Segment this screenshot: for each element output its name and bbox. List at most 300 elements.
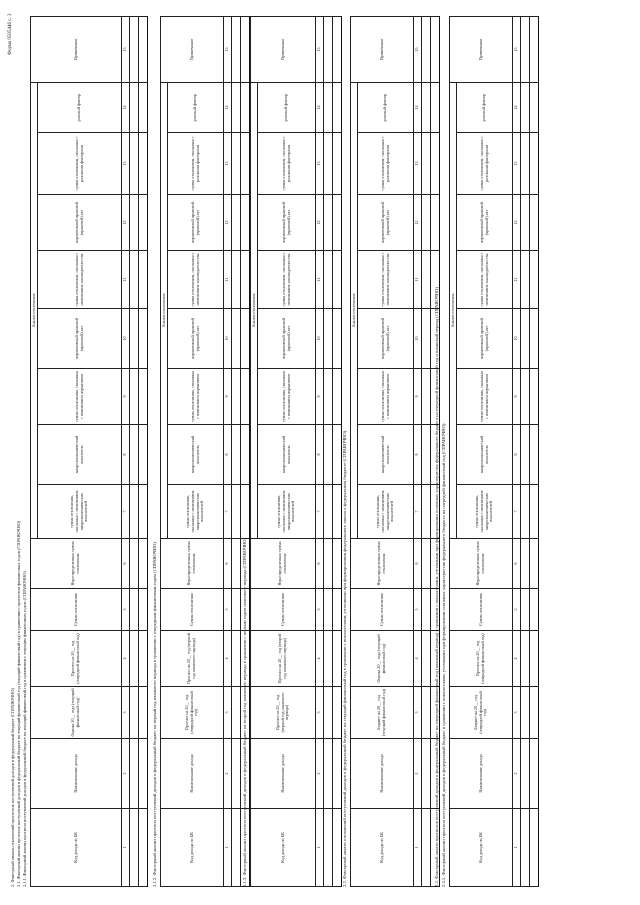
column-header: Сумма отклонения xyxy=(450,589,513,631)
table-cell[interactable] xyxy=(521,133,530,195)
column-header: Прогноз на 20__ год (очередной финансовый год) xyxy=(161,687,224,739)
table-cell[interactable] xyxy=(139,485,148,539)
column-number: 4 xyxy=(414,631,422,687)
table-cell[interactable] xyxy=(521,687,530,739)
column-number: 7 xyxy=(513,485,521,539)
table-cell[interactable] xyxy=(324,133,333,195)
table-cell[interactable] xyxy=(530,687,539,739)
table-cell[interactable] xyxy=(130,631,139,687)
table-cell[interactable] xyxy=(241,251,250,309)
table-cell[interactable] xyxy=(521,425,530,485)
table-cell[interactable] xyxy=(139,631,148,687)
table-cell[interactable] xyxy=(130,485,139,539)
column-number: 9 xyxy=(224,369,232,425)
table-cell[interactable] xyxy=(130,809,139,887)
column-number: 8 xyxy=(513,425,521,485)
table-cell[interactable] xyxy=(422,809,431,887)
column-number: 7 xyxy=(316,485,324,539)
table-cell[interactable] xyxy=(431,16,440,82)
table-cell[interactable] xyxy=(139,309,148,369)
column-number: 9 xyxy=(122,369,130,425)
column-number: 5 xyxy=(224,589,232,631)
column-number: 1 xyxy=(414,809,422,887)
column-header: макроэкономический показатель xyxy=(457,425,513,485)
column-header: Сумма отклонения xyxy=(251,589,316,631)
table-cell[interactable] xyxy=(232,631,241,687)
column-header: Наименование дохода xyxy=(31,739,122,809)
section-subtitle-2-3-1: 2.3.1. Факторный анализ прогноза поступлений доходов в федеральный бюджет в сравнении с показателями, учтенными при формировании основных характеристик федерального бюджета на очередной финансовый год (СПРАВОЧНО) xyxy=(441,423,446,887)
table-cell[interactable] xyxy=(139,589,148,631)
table-cell[interactable] xyxy=(521,809,530,887)
table-cell[interactable] xyxy=(130,133,139,195)
table-cell[interactable] xyxy=(422,539,431,589)
table-cell[interactable] xyxy=(232,16,241,82)
table-cell[interactable] xyxy=(324,425,333,485)
column-header: сумма отклонения, связанная с разовыми факторами xyxy=(358,133,414,195)
table-cell[interactable] xyxy=(530,589,539,631)
table-cell[interactable] xyxy=(530,16,539,82)
column-number: 11 xyxy=(316,251,324,309)
column-number: 12 xyxy=(122,195,130,251)
column-number: 6 xyxy=(224,539,232,589)
table-cell[interactable] xyxy=(130,251,139,309)
table-cell[interactable] xyxy=(232,251,241,309)
column-header: сумма отклонения, связанная с изменением макроэкономических показателей xyxy=(38,485,122,539)
table-cell[interactable] xyxy=(139,425,148,485)
column-number: 15 xyxy=(224,16,232,82)
analysis-header: Анализ отклонения xyxy=(351,82,358,538)
table-cell[interactable] xyxy=(530,809,539,887)
column-header: сумма отклонения, связанная с разовыми факторами xyxy=(258,133,316,195)
column-number: 3 xyxy=(224,687,232,739)
analysis-header: Анализ отклонения xyxy=(31,82,38,538)
column-number: 4 xyxy=(513,631,521,687)
table-cell[interactable] xyxy=(139,369,148,425)
table-cell[interactable] xyxy=(130,309,139,369)
header-line-3: 2.1.1. Факторный анализ прогноза поступлений доходов в федеральный бюджет на текущий финансовый год в сравнении с текущим финансовым годом (СПРАВОЧНО) xyxy=(22,571,27,887)
table-cell[interactable] xyxy=(422,133,431,195)
table-cell[interactable] xyxy=(232,82,241,132)
column-header: сумма отклонения, связанная с изменением макроэкономических показателей xyxy=(258,485,316,539)
table-cell[interactable] xyxy=(241,485,250,539)
table-cell[interactable] xyxy=(530,369,539,425)
column-header: сумма отклонения, связанная с изменением законодательства xyxy=(358,251,414,309)
table-2-1-3 xyxy=(250,16,342,887)
column-number: 3 xyxy=(414,687,422,739)
column-header: нормативный правовой (правовой) акт xyxy=(358,309,414,369)
table-cell[interactable] xyxy=(422,16,431,82)
table-cell[interactable] xyxy=(431,195,440,251)
table-cell[interactable] xyxy=(521,631,530,687)
column-header: Оценка 20__ года (текущий финансовый год) xyxy=(31,687,122,739)
column-number: 3 xyxy=(316,687,324,739)
table-cell[interactable] xyxy=(130,82,139,132)
column-number: 14 xyxy=(122,82,130,132)
table-cell[interactable] xyxy=(333,425,342,485)
column-header: Примечание xyxy=(31,16,122,82)
table-cell[interactable] xyxy=(130,369,139,425)
table-cell[interactable] xyxy=(130,539,139,589)
column-header: нормативный правовой (правовой) акт xyxy=(38,195,122,251)
table-cell[interactable] xyxy=(333,687,342,739)
table-cell[interactable] xyxy=(333,82,342,132)
column-number: 1 xyxy=(316,809,324,887)
table-cell[interactable] xyxy=(139,251,148,309)
section-title-2-3: 2.3. Факторный анализ прогнозов поступлений доходов в федеральный бюджет на очередной финансовый год (плановый период) в сравнении с показателями, учтенными при формировании основных характеристик федерального бюджета на очередной финансовый год и плановый период (СПРАВОЧНО) xyxy=(434,287,439,887)
column-number: 10 xyxy=(513,309,521,369)
table-row xyxy=(130,16,139,886)
column-header: Примечание xyxy=(251,16,316,82)
column-number: 4 xyxy=(224,631,232,687)
column-header: сумма отклонения, связанная с изменением макроэкономических показателей xyxy=(457,485,513,539)
column-header: сумма отклонения, связанная с изменением нормативов xyxy=(168,369,224,425)
table-2-2 xyxy=(350,16,440,887)
column-header: Код дохода по БК xyxy=(450,809,513,887)
column-header: Наименование дохода xyxy=(351,739,414,809)
column-header: Наименование дохода xyxy=(450,739,513,809)
column-header: Нераспределенная сумма отклонения xyxy=(251,539,316,589)
column-number: 3 xyxy=(122,687,130,739)
table-cell[interactable] xyxy=(422,631,431,687)
table-cell[interactable] xyxy=(139,539,148,589)
table-cell[interactable] xyxy=(324,16,333,82)
column-number: 7 xyxy=(122,485,130,539)
table-cell[interactable] xyxy=(422,82,431,132)
column-header: сумма отклонения, связанная с изменением нормативов xyxy=(457,369,513,425)
column-number: 8 xyxy=(224,425,232,485)
table-cell[interactable] xyxy=(241,425,250,485)
column-header: нормативный правовой (правовой) акт xyxy=(457,195,513,251)
column-number: 13 xyxy=(224,133,232,195)
table-cell[interactable] xyxy=(333,195,342,251)
table-cell[interactable] xyxy=(241,195,250,251)
table-row xyxy=(324,16,333,886)
column-header: Прогноз на 20__ год (второй год планового периода) xyxy=(251,631,316,687)
table-cell[interactable] xyxy=(232,195,241,251)
table-cell[interactable] xyxy=(324,369,333,425)
table-row xyxy=(333,16,342,886)
column-number: 13 xyxy=(122,133,130,195)
analysis-header: Анализ отклонения xyxy=(450,82,457,538)
table-cell[interactable] xyxy=(521,739,530,809)
table-cell[interactable] xyxy=(324,195,333,251)
table-2-1-1 xyxy=(30,16,148,887)
table-cell[interactable] xyxy=(333,539,342,589)
table-cell[interactable] xyxy=(232,687,241,739)
column-number: 7 xyxy=(224,485,232,539)
table-cell[interactable] xyxy=(422,739,431,809)
column-number: 11 xyxy=(122,251,130,309)
column-number: 11 xyxy=(414,251,422,309)
table-cell[interactable] xyxy=(139,809,148,887)
column-header: сумма отклонения, связанная с изменением макроэкономических показателей xyxy=(358,485,414,539)
table-cell[interactable] xyxy=(241,16,250,82)
column-header: Код дохода по БК xyxy=(161,809,224,887)
table-cell[interactable] xyxy=(333,369,342,425)
column-header: Код дохода по БК xyxy=(251,809,316,887)
column-header: сумма отклонения, связанная с изменением законодательства xyxy=(38,251,122,309)
table-cell[interactable] xyxy=(241,309,250,369)
column-number: 5 xyxy=(122,589,130,631)
column-header: сумма отклонения, связанная с разовыми факторами xyxy=(38,133,122,195)
table-cell[interactable] xyxy=(232,133,241,195)
table-cell[interactable] xyxy=(333,251,342,309)
column-number: 15 xyxy=(513,16,521,82)
header-line-1: 2. Факторный анализ отклонений прогнозов поступлений доходов в федеральный бюджет (СПРАВОЧНО) xyxy=(10,688,15,887)
column-header: разовый фактор xyxy=(168,82,224,132)
table-cell[interactable] xyxy=(232,369,241,425)
table-cell[interactable] xyxy=(521,485,530,539)
column-number: 12 xyxy=(316,195,324,251)
column-number: 3 xyxy=(513,687,521,739)
table-cell[interactable] xyxy=(324,82,333,132)
column-header: сумма отклонения, связанная с изменением нормативов xyxy=(358,369,414,425)
table-cell[interactable] xyxy=(521,16,530,82)
table-cell[interactable] xyxy=(530,485,539,539)
column-header: макроэкономический показатель xyxy=(168,425,224,485)
column-header: Сумма отклонения xyxy=(161,589,224,631)
table-cell[interactable] xyxy=(422,687,431,739)
table-cell[interactable] xyxy=(333,485,342,539)
column-header: Прогноз на 20__ год (очередной финансовый год) xyxy=(31,631,122,687)
column-header: Код дохода по БК xyxy=(351,809,414,887)
table-cell[interactable] xyxy=(241,133,250,195)
table-cell[interactable] xyxy=(139,195,148,251)
column-number: 1 xyxy=(224,809,232,887)
column-number: 10 xyxy=(224,309,232,369)
column-header: сумма отклонения, связанная с изменением законодательства xyxy=(457,251,513,309)
column-header: Примечание xyxy=(450,16,513,82)
column-number: 10 xyxy=(414,309,422,369)
table-cell[interactable] xyxy=(422,195,431,251)
table-cell[interactable] xyxy=(130,16,139,82)
table-cell[interactable] xyxy=(422,309,431,369)
table-row xyxy=(530,16,539,886)
table-cell[interactable] xyxy=(324,309,333,369)
column-number: 8 xyxy=(316,425,324,485)
table-cell[interactable] xyxy=(324,739,333,809)
column-number: 2 xyxy=(122,739,130,809)
column-number: 14 xyxy=(414,82,422,132)
form-code: Форма 0505446 с. 3 xyxy=(8,13,13,55)
section-title-2-1-2: 2.1.2. Факторный анализ прогноза поступлений доходов в федеральный бюджет на первый год планового периода в сравнении с очередным финансовым годом (СПРАВОЧНО) xyxy=(152,542,157,887)
table-cell[interactable] xyxy=(241,369,250,425)
column-header: сумма отклонения, связанная с разовыми факторами xyxy=(168,133,224,195)
column-number: 11 xyxy=(513,251,521,309)
table-cell[interactable] xyxy=(130,425,139,485)
table-cell[interactable] xyxy=(324,687,333,739)
column-number: 14 xyxy=(224,82,232,132)
table-cell[interactable] xyxy=(521,369,530,425)
column-number: 5 xyxy=(414,589,422,631)
table-cell[interactable] xyxy=(139,739,148,809)
table-cell[interactable] xyxy=(530,309,539,369)
column-number: 12 xyxy=(224,195,232,251)
table-cell[interactable] xyxy=(333,16,342,82)
column-number: 4 xyxy=(316,631,324,687)
column-number: 10 xyxy=(122,309,130,369)
table-cell[interactable] xyxy=(130,589,139,631)
column-header: разовый фактор xyxy=(457,82,513,132)
table-cell[interactable] xyxy=(530,539,539,589)
table-cell[interactable] xyxy=(521,251,530,309)
column-header: разовый фактор xyxy=(38,82,122,132)
table-cell[interactable] xyxy=(130,739,139,809)
table-cell[interactable] xyxy=(232,539,241,589)
table-cell[interactable] xyxy=(324,809,333,887)
table-cell[interactable] xyxy=(333,631,342,687)
column-number: 15 xyxy=(414,16,422,82)
table-cell[interactable] xyxy=(422,589,431,631)
column-number: 6 xyxy=(513,539,521,589)
column-number: 1 xyxy=(122,809,130,887)
table-cell[interactable] xyxy=(530,631,539,687)
table-cell[interactable] xyxy=(232,809,241,887)
table-cell[interactable] xyxy=(139,687,148,739)
section-title-2-2: 2.2. Факторный анализ отклонений поступлений доходов в федеральный бюджет на текущий финансовый год в сравнении с показателями, учтенными при формировании федерального закона о федеральном бюджете (СПРАВОЧНО) xyxy=(342,430,347,887)
table-cell[interactable] xyxy=(431,82,440,132)
table-cell[interactable] xyxy=(324,251,333,309)
column-number: 12 xyxy=(414,195,422,251)
column-header: нормативный правовой (правовой) акт xyxy=(258,309,316,369)
table-cell[interactable] xyxy=(530,82,539,132)
column-header: макроэкономический показатель xyxy=(38,425,122,485)
table-row xyxy=(422,16,431,886)
column-header: Нераспределенная сумма отклонения xyxy=(161,539,224,589)
table-row xyxy=(139,16,148,886)
column-number: 7 xyxy=(414,485,422,539)
column-header: сумма отклонения, связанная с разовыми факторами xyxy=(457,133,513,195)
table-cell[interactable] xyxy=(232,425,241,485)
table-cell[interactable] xyxy=(139,133,148,195)
column-number: 8 xyxy=(122,425,130,485)
table-cell[interactable] xyxy=(422,485,431,539)
column-header: Сумма отклонения xyxy=(31,589,122,631)
column-number: 9 xyxy=(513,369,521,425)
table-cell[interactable] xyxy=(521,309,530,369)
column-header: Наименование дохода xyxy=(161,739,224,809)
column-number: 9 xyxy=(414,369,422,425)
table-cell[interactable] xyxy=(521,539,530,589)
column-header: Примечание xyxy=(351,16,414,82)
table-cell[interactable] xyxy=(521,589,530,631)
header-line-2: 2.1. Факторный анализ прогноза поступлений доходов в федеральный бюджет на текущий финансовый год (текущий финансовый год) в сравнении с прогнозом финансовых годов (СПРАВОЧНО) xyxy=(16,520,21,887)
table-cell[interactable] xyxy=(422,425,431,485)
column-header: сумма отклонения, связанная с изменением законодательства xyxy=(168,251,224,309)
column-header: Наименование дохода xyxy=(251,739,316,809)
column-number: 10 xyxy=(316,309,324,369)
column-header: нормативный правовой (правовой) акт xyxy=(168,309,224,369)
table-cell[interactable] xyxy=(530,739,539,809)
table-cell[interactable] xyxy=(232,589,241,631)
table-cell[interactable] xyxy=(324,539,333,589)
column-header: Прогноз на 20__ год (первый год планового периода) xyxy=(251,687,316,739)
column-number: 6 xyxy=(316,539,324,589)
analysis-header: Анализ отклонения xyxy=(251,82,258,538)
table-cell[interactable] xyxy=(431,133,440,195)
column-header: нормативный правовой (правовой) акт xyxy=(168,195,224,251)
column-header: Прогноз на 20__ год (очередной финансовый год) xyxy=(450,631,513,687)
table-cell[interactable] xyxy=(530,425,539,485)
table-cell[interactable] xyxy=(130,195,139,251)
column-header: Бюджет на 20__ год (текущий финансовый год) xyxy=(351,687,414,739)
table-cell[interactable] xyxy=(333,739,342,809)
table-cell[interactable] xyxy=(521,195,530,251)
column-header: Бюджет на 20__ год (очередной финансовый год) xyxy=(450,687,513,739)
column-header: Нераспределенная сумма отклонения xyxy=(31,539,122,589)
column-header: разовый фактор xyxy=(258,82,316,132)
table-cell[interactable] xyxy=(139,82,148,132)
column-header: Нераспределенная сумма отклонения xyxy=(450,539,513,589)
column-header: разовый фактор xyxy=(358,82,414,132)
column-number: 15 xyxy=(316,16,324,82)
section-title-2-1-3: 2.1.3. Факторный анализ прогноза поступлений доходов в федеральный бюджет на второй год планового периода в сравнении с первым годом планового периода (СПРАВОЧНО) xyxy=(242,537,247,887)
column-header: Прогноз на 20__ год (первый год планового периода) xyxy=(161,631,224,687)
column-number: 13 xyxy=(414,133,422,195)
table-cell[interactable] xyxy=(241,82,250,132)
table-cell[interactable] xyxy=(530,133,539,195)
column-header: Оценка 20__ года (текущий финансовый год) xyxy=(351,631,414,687)
column-number: 12 xyxy=(513,195,521,251)
table-cell[interactable] xyxy=(530,195,539,251)
table-row xyxy=(521,16,530,886)
table-row xyxy=(232,16,241,886)
column-number: 1 xyxy=(513,809,521,887)
column-number: 2 xyxy=(414,739,422,809)
table-cell[interactable] xyxy=(324,589,333,631)
column-header: Код дохода по БК xyxy=(31,809,122,887)
table-cell[interactable] xyxy=(422,369,431,425)
column-number: 2 xyxy=(224,739,232,809)
column-number: 5 xyxy=(316,589,324,631)
column-number: 2 xyxy=(513,739,521,809)
table-cell[interactable] xyxy=(130,687,139,739)
column-number: 4 xyxy=(122,631,130,687)
column-number: 14 xyxy=(316,82,324,132)
column-header: Примечание xyxy=(161,16,224,82)
column-number: 6 xyxy=(122,539,130,589)
table-cell[interactable] xyxy=(530,251,539,309)
table-cell[interactable] xyxy=(232,309,241,369)
column-number: 14 xyxy=(513,82,521,132)
column-header: нормативный правовой (правовой) акт xyxy=(358,195,414,251)
column-header: нормативный правовой (правовой) акт xyxy=(457,309,513,369)
column-number: 6 xyxy=(414,539,422,589)
table-cell[interactable] xyxy=(333,133,342,195)
table-cell[interactable] xyxy=(232,485,241,539)
table-cell[interactable] xyxy=(521,82,530,132)
column-header: нормативный правовой (правовой) акт xyxy=(38,309,122,369)
table-cell[interactable] xyxy=(324,485,333,539)
column-number: 15 xyxy=(122,16,130,82)
column-header: сумма отклонения, связанная с изменением нормативов xyxy=(38,369,122,425)
column-header: сумма отклонения, связанная с изменением нормативов xyxy=(258,369,316,425)
table-cell[interactable] xyxy=(232,739,241,809)
table-2-1-2 xyxy=(160,16,250,887)
column-header: Сумма отклонения xyxy=(351,589,414,631)
column-number: 11 xyxy=(224,251,232,309)
column-header: Нераспределенная сумма отклонения xyxy=(351,539,414,589)
table-cell[interactable] xyxy=(422,251,431,309)
column-header: сумма отклонения, связанная с изменением макроэкономических показателей xyxy=(168,485,224,539)
table-cell[interactable] xyxy=(333,809,342,887)
table-cell[interactable] xyxy=(333,589,342,631)
table-cell[interactable] xyxy=(324,631,333,687)
table-2-3-1 xyxy=(449,16,539,887)
table-cell[interactable] xyxy=(139,16,148,82)
column-number: 9 xyxy=(316,369,324,425)
table-cell[interactable] xyxy=(333,309,342,369)
